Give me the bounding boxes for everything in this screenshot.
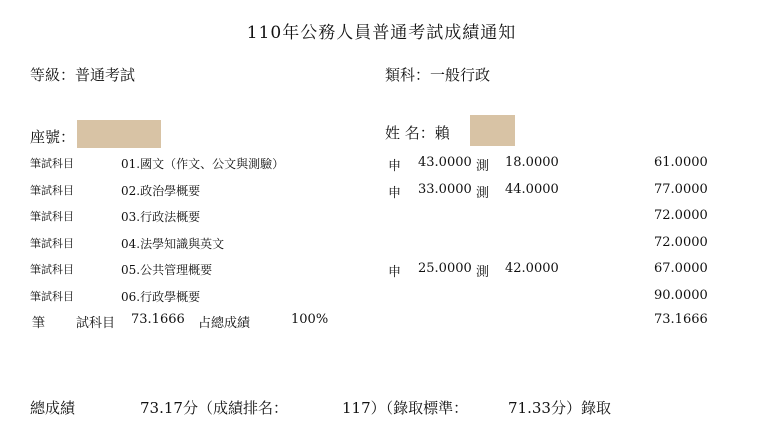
- row-score: 72.0000: [654, 208, 708, 223]
- total-standard: 71.33分）錄取: [508, 399, 611, 417]
- row-ce-score: 18.0000: [505, 155, 559, 170]
- row-subject: 04.法學知識與英文: [121, 237, 225, 251]
- row-type: 筆試科目: [30, 237, 74, 250]
- seat-number-label: 座號：: [30, 128, 76, 146]
- row-shen-label: 申: [388, 186, 402, 201]
- row-type: 筆試科目: [30, 290, 74, 303]
- summary-label-b: 試科目: [76, 316, 116, 331]
- row-subject: 05.公共管理概要: [121, 263, 213, 277]
- row-subject: 02.政治學概要: [121, 184, 201, 198]
- exam-category: 類科：一般行政: [385, 66, 491, 84]
- summary-weight: 100%: [291, 312, 329, 327]
- row-ce-score: 42.0000: [505, 261, 559, 276]
- row-subject: 03.行政法概要: [121, 210, 201, 224]
- total-score: 73.17分（成績排名：: [140, 399, 288, 417]
- row-type: 筆試科目: [30, 157, 74, 170]
- row-shen-label: 申: [388, 159, 402, 174]
- row-score: 77.0000: [654, 182, 708, 197]
- row-type: 筆試科目: [30, 210, 74, 223]
- row-ce-score: 44.0000: [505, 182, 559, 197]
- row-ce-label: 測: [476, 186, 490, 201]
- exam-level: 等級：普通考試: [30, 66, 136, 84]
- seat-number-redaction: [77, 120, 161, 148]
- name-label: 姓 名：賴: [385, 124, 450, 142]
- row-score: 67.0000: [654, 261, 708, 276]
- total-label: 總成績: [30, 399, 76, 417]
- name-redaction: [470, 115, 515, 146]
- row-ce-label: 測: [476, 159, 490, 174]
- row-type: 筆試科目: [30, 184, 74, 197]
- summary-weight-label: 占總成績: [198, 316, 251, 331]
- total-rank: 117）（錄取標準：: [342, 399, 469, 417]
- row-shen-score: 25.0000: [418, 261, 472, 276]
- row-ce-label: 測: [476, 265, 490, 280]
- row-subject: 06.行政學概要: [121, 290, 201, 304]
- row-type: 筆試科目: [30, 263, 74, 276]
- row-score: 90.0000: [654, 288, 708, 303]
- notice-title: 110年公務人員普通考試成績通知: [246, 23, 517, 43]
- row-score: 61.0000: [654, 155, 708, 170]
- summary-average: 73.1666: [131, 312, 185, 327]
- summary-score: 73.1666: [654, 312, 708, 327]
- row-shen-score: 33.0000: [418, 182, 472, 197]
- row-shen-label: 申: [388, 265, 402, 280]
- row-subject: 01.國文（作文、公文與測驗）: [121, 157, 285, 171]
- summary-label-a: 筆: [32, 316, 46, 331]
- row-shen-score: 43.0000: [418, 155, 472, 170]
- row-score: 72.0000: [654, 235, 708, 250]
